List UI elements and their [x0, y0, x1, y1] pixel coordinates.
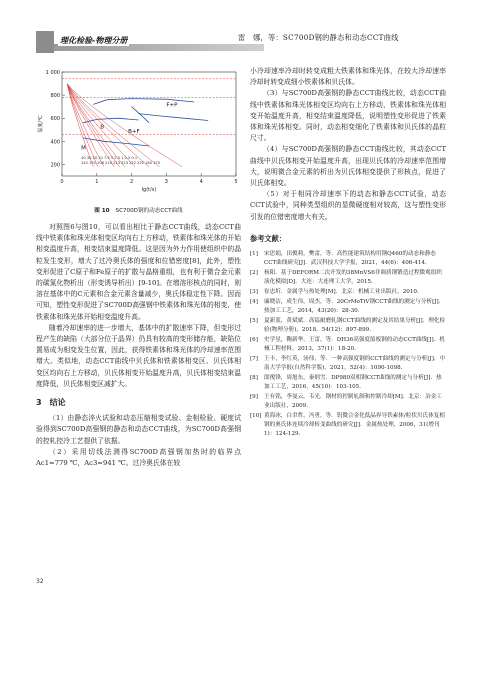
- reference-text: 黄海冰，白聿哲，冯勇，等．钒微合金化低晶界导铁素体/粒状贝氏体复相钢的奥氏体连续冷却转变曲线的研究[J]．金属热处理，2006，31(增刊1)：124-129.: [264, 413, 445, 438]
- page-number: 32: [36, 578, 44, 585]
- reference-item: [250, 269, 446, 287]
- reference-number: [8]: [250, 375, 258, 382]
- reference-item: [250, 336, 446, 354]
- reference-item: [250, 374, 446, 392]
- y-tick-label: 200: [50, 162, 60, 169]
- reference-list: [250, 250, 446, 439]
- reference-number: [5]: [250, 318, 258, 325]
- reference-item: [250, 288, 446, 297]
- region-label: M: [81, 145, 86, 152]
- pearlite-finish-boundary: [139, 114, 209, 121]
- y-tick-label: 800: [50, 93, 60, 100]
- body-paragraph: 小冷却速率冷却时转变成粗大铁素体和珠光体，在较大冷却速率冷却时转变成细小铁素体和贝氏体。: [250, 67, 446, 87]
- body-paragraph: 对照图6与图10，可以看出相比于静态CCT曲线，动态CCT曲线中铁素体和珠光体相变区均向右上方移动，铁素体和珠光体的开始相变温度升高，相变结束温度降低。这是因为外力作用使组织中的晶粒发生变形，增大了过冷奥氏体的强度和位错密度[8]，此外，塑性变形促进了C原子和Fe原子的扩散与晶格重组，也有利于微合金元素的碳氮化物析出（形变诱导析出）[9-10]。在增溶形核点的同时，则溶在基体中的C元素和合金元素含量减少，奥氏体稳定性下降。因而可知，塑性变形促进了SC700D高强钢中铁素体和珠光体的相变，使铁素体和珠光体开始相变温度升高。: [36, 223, 241, 321]
- reference-text: 王有铭，李曼云，韦光．钢材的控制轧制和控制冷却[M]．北京：冶金工业出版社，2009.: [264, 394, 442, 410]
- references-title: 参考文献：: [250, 233, 286, 243]
- x-tick-label: 3: [164, 179, 168, 185]
- region-label: B+F: [128, 129, 140, 136]
- cooling-curve: [67, 84, 182, 167]
- ferrite-start-boundary: [93, 99, 194, 105]
- reference-item: [250, 393, 446, 411]
- figure-caption: [36, 206, 241, 214]
- reference-number: [3]: [250, 289, 258, 296]
- y-tick-label: 1 000: [45, 70, 60, 76]
- conclusion-item: （3）与SC700D高强钢的静态CCT曲线比较，动态CCT曲线中铁素体和珠光体相变区均向右上方移动，铁素体和珠光体相变开始温度升高，相变结束温度降低，说明塑性变形促进了铁素体和珠光体相变。同时，动态相变细化了铁素体和贝氏体的晶粒尺寸。: [250, 89, 446, 143]
- reference-text: 宋思娟，田俊莉，樊雷，等．高性能建筑结构用钢Q460的动态和静态CCT曲线研究[J]．武汉科技大学学报，2021，44(6)：406-414.: [264, 251, 436, 267]
- reference-number: [2]: [250, 270, 258, 277]
- hardness-row: 242 191 208 210 213 223 222 232 180 170: [81, 160, 161, 165]
- reference-text: 夏新蓝，黄斌斌．高锰耐磨轧钢CCT曲线的测定及其结果分析[J]．理化检验(物理分册)，2018，54(12)：897-899.: [264, 318, 446, 334]
- reference-number: [4]: [250, 299, 258, 306]
- region-label: F+P: [166, 102, 178, 109]
- x-tick-label: 4: [199, 179, 203, 185]
- running-title: 雷 娜，等：SC700D钢的静态和动态CCT曲线: [238, 33, 399, 42]
- x-tick-label: 5: [234, 179, 238, 185]
- reference-text: 王丰，李红英，汤伟，等．一种高强度钢的CCT曲线的测定与分析[J]．中南大学学报(自然科学版)，2021，52(4)：1090-1098.: [264, 356, 446, 372]
- cct-chart: [34, 64, 244, 204]
- left-column: [36, 222, 241, 469]
- reference-text: 郎俊锋，周旭东，秦炳雪．DP980双相钢CCT曲线的测定与分析[J]．热加工工艺，2016，45(10)：103-105.: [264, 375, 442, 391]
- page-header: [0, 0, 480, 62]
- reference-item: [250, 355, 446, 373]
- bainite-start-boundary: [83, 118, 139, 123]
- y-axis-label: 温度/℃: [38, 115, 44, 133]
- reference-number: [6]: [250, 337, 258, 344]
- reference-number: [1]: [250, 251, 258, 258]
- conclusion-item: （2）采用切线法测得SC700D高强钢加热时的临界点Ac1=779 ℃，Ac3=941 ℃。过冷奥氏体在较: [36, 447, 241, 468]
- reference-text: 杨阳．基于DEFORM二次开发的38MnVS6非调质钢锻造过程微观组织演化模拟[D]．大连：大连理工大学，2015.: [264, 270, 442, 286]
- reference-item: [250, 298, 446, 316]
- reference-text: 史学星，鞠新华，王雷，等．DH36高强度船板钢的动态CCT曲线[J]．机械工程材料，2013，37(1)：18-20.: [264, 337, 445, 353]
- reference-text: 廉晓洁，成生伟，周杰，等．20CrMoTiV钢CCT曲线的测定与分析[J]．热加工工艺，2014，43(20)：28-30.: [264, 299, 445, 315]
- reference-number: [7]: [250, 356, 258, 363]
- figure-caption-text: SC700D钢的动态CCT曲线: [115, 208, 183, 214]
- cct-chart-svg: [34, 64, 244, 204]
- reference-number: [9]: [250, 394, 258, 401]
- body-paragraph: 随着冷却速率的进一步增大，基体中的扩散速率下降，但变形过程产生的缺陷（大部分位于晶界）仍具有较高的变形储存能，缺陷位置易成为相变发生位置，因此，获得铁素体和珠光体的冷却速率范围增大。类似地，动态CCT曲线中贝氏体和铁素体相变区、贝氏体相变区均向右上方移动，贝氏体相变开始温度升高，贝氏体相变结束温度降低，贝氏体相变区减扩大。: [36, 323, 241, 388]
- region-label: B: [100, 124, 105, 131]
- y-tick-label: 400: [50, 139, 60, 146]
- reference-item: [250, 250, 446, 268]
- section-title: 3 结论: [36, 398, 66, 408]
- cooling-curve: [67, 84, 98, 167]
- conclusion-item: （1）由静态淬火试验和动态压缩相变试验、金相检验、硬度试验得到SC700D高强钢的静态和动态CCT曲线，为SC700D高强钢的控轧控冷工艺提供了依据。: [36, 414, 241, 445]
- right-column: [250, 66, 446, 440]
- x-tick-label: 0: [60, 179, 64, 185]
- x-tick-label: 2: [130, 179, 134, 185]
- reference-item: [250, 317, 446, 335]
- y-tick-label: 600: [50, 116, 60, 123]
- reference-text: 崔忠圻．金属学与热处理[M]．北京：机械工业出版社，2010.: [264, 289, 419, 296]
- reference-number: [10]: [250, 413, 262, 420]
- figure-number: 图 10: [94, 208, 110, 214]
- cooling-curve: [67, 84, 119, 167]
- journal-name: 理化检验-物理分册: [60, 36, 128, 45]
- conclusion-item: （4）与SC700D高强钢的静态CCT曲线比较，其动态CCT曲线中贝氏体相变开始温度升高，出现贝氏体的冷却速率范围增大，说明微合金元素的析出为贝氏体相变提供了形核点，促进了贝氏体相变。: [250, 145, 446, 188]
- cooling-rate-row: 40 30 20 10 7.5 5 2.5 1 0.5 0.1: [81, 156, 138, 161]
- conclusion-item: （5）对于相同冷却速率下的动态和静态CCT试验，动态CCT试验中，同种类型组织的显微硬度相对较高，这与塑性变形引发的位错密度增大有关。: [250, 190, 446, 221]
- journal-logo-block: [36, 31, 54, 53]
- x-axis-label: lg(t/s): [141, 187, 157, 193]
- x-tick-label: 1: [95, 179, 99, 185]
- reference-item: [250, 412, 446, 439]
